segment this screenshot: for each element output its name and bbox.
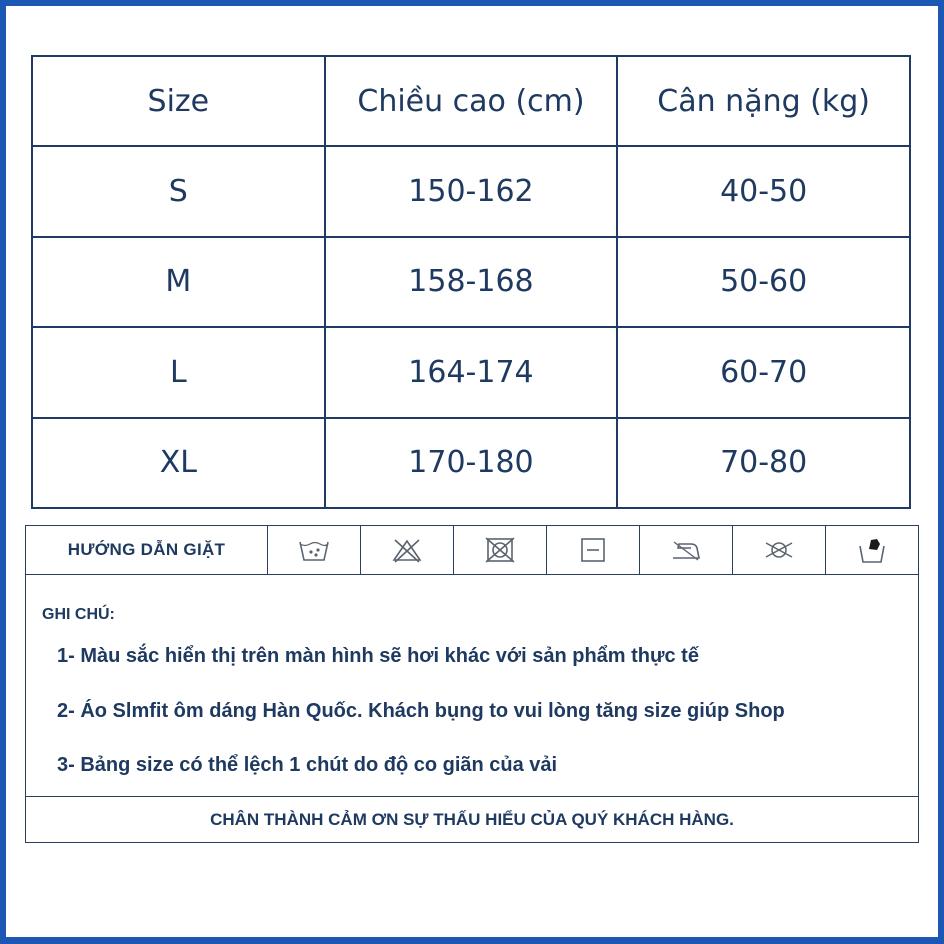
- height-cell: 150-162: [325, 146, 618, 236]
- height-cell: 170-180: [325, 418, 618, 508]
- size-table: [31, 55, 911, 509]
- weight-cell: 70-80: [617, 418, 910, 508]
- table-row: [32, 327, 910, 417]
- size-cell: M: [32, 237, 325, 327]
- weight-cell: 50-60: [617, 237, 910, 327]
- wash-icon-cell: [826, 526, 918, 574]
- table-row: [32, 418, 910, 508]
- wash-icon-cell: [733, 526, 826, 574]
- hand-wash-icon: [855, 536, 889, 564]
- height-cell: 158-168: [325, 237, 618, 327]
- wash-icon-cell: [361, 526, 454, 574]
- machine-wash-30-icon: [297, 536, 331, 564]
- wash-icon-cell: [268, 526, 361, 574]
- iron-low-heat-icon: [669, 536, 703, 564]
- header-height: Chiều cao (cm): [325, 56, 618, 146]
- do-not-dry-clean-icon: [762, 536, 796, 564]
- table-header-row: [32, 56, 910, 146]
- notes-title: GHI CHÚ:: [42, 606, 115, 623]
- table-row: [32, 237, 910, 327]
- care-box: [25, 525, 919, 843]
- do-not-tumble-dry-icon: [483, 536, 517, 564]
- weight-cell: 40-50: [617, 146, 910, 236]
- notes-section: [26, 576, 918, 796]
- table-row: [32, 146, 910, 236]
- note-item: 3- Bảng size có thể lệch 1 chút do độ co giãn của vải: [57, 754, 558, 776]
- wash-guide-row: [26, 526, 918, 575]
- size-cell: L: [32, 327, 325, 417]
- wash-guide-title: HƯỚNG DẪN GIẶT: [26, 526, 268, 574]
- size-cell: XL: [32, 418, 325, 508]
- dry-flat-icon: [576, 536, 610, 564]
- size-cell: S: [32, 146, 325, 236]
- weight-cell: 60-70: [617, 327, 910, 417]
- wash-icon-cell: [640, 526, 733, 574]
- note-item: 2- Áo Slmfit ôm dáng Hàn Quốc. Khách bụng to vui lòng tăng size giúp Shop: [57, 700, 785, 722]
- header-size: Size: [32, 56, 325, 146]
- wash-icon-cell: [454, 526, 547, 574]
- wash-icon-cell: [547, 526, 640, 574]
- do-not-bleach-icon: [390, 536, 424, 564]
- header-weight: Cân nặng (kg): [617, 56, 910, 146]
- note-item: 1- Màu sắc hiển thị trên màn hình sẽ hơi khác với sản phẩm thực tế: [57, 645, 699, 667]
- thanks-message: CHÂN THÀNH CẢM ƠN SỰ THẤU HIỂU CỦA QUÝ KHÁCH HÀNG.: [26, 796, 918, 842]
- height-cell: 164-174: [325, 327, 618, 417]
